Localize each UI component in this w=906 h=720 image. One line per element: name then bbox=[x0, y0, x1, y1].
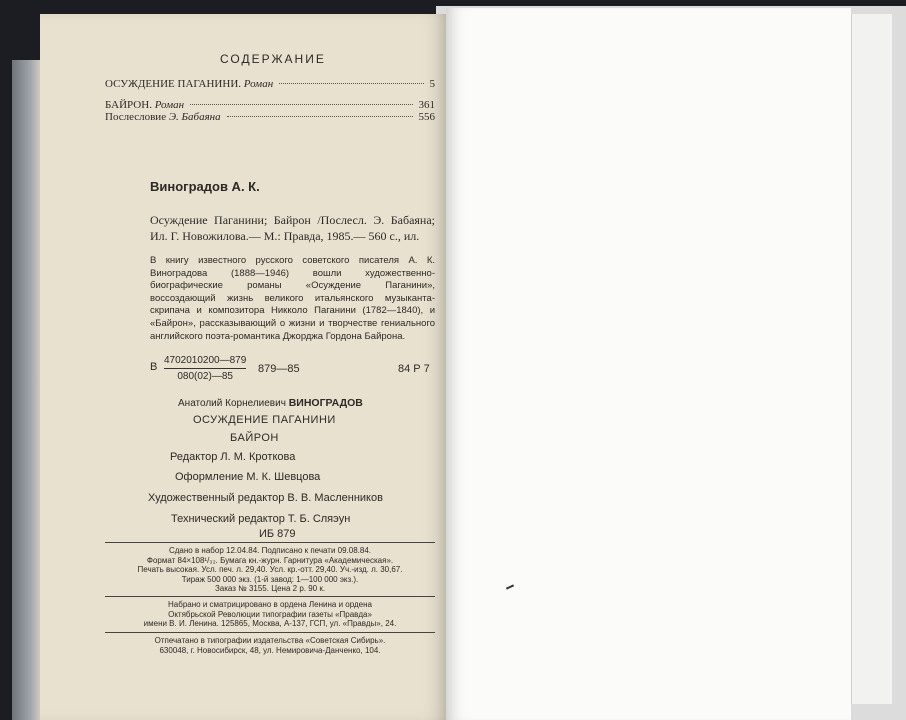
fraction-denominator: 080(02)—85 bbox=[177, 371, 233, 382]
imprint-title-byron: БАЙРОН bbox=[230, 432, 279, 444]
toc-page-number: 5 bbox=[429, 78, 435, 90]
divider-line bbox=[105, 542, 435, 543]
catalog-abstract: В книгу известного русского советского писателя А. К. Виноградова (1888—1946) вошли художественно-биографические романы «Осуждение Паганини», воссоздающий жизнь великого итальянского музыканта-скрипача и композитора Никколо Паганини (1782—1840), и «Байрон», рассказывающий о жизни и творчестве гениального английского поэта-романтика Джорджа Гордона Байрона. bbox=[150, 255, 435, 342]
fraction-line bbox=[164, 368, 246, 369]
print-details bbox=[105, 546, 435, 594]
divider-line bbox=[105, 596, 435, 597]
toc-leader bbox=[227, 116, 413, 117]
toc-item-title: ОСУЖДЕНИЕ ПАГАНИНИ. bbox=[105, 78, 242, 90]
imprint-title-paganini: ОСУЖДЕНИЕ ПАГАНИНИ bbox=[193, 414, 336, 426]
toc-item-title: Послесловие bbox=[105, 111, 167, 123]
ib-number: ИБ 879 bbox=[259, 528, 296, 540]
toc-page-number: 556 bbox=[418, 111, 435, 123]
divider-line bbox=[105, 632, 435, 633]
print-line: Формат 84×108¹/₃₂. Бумага кн.-журн. Гарнитура «Академическая». bbox=[146, 555, 394, 565]
book-edge-left bbox=[12, 60, 42, 720]
printer-line: Отпечатано в типографии издательства «Советская Сибирь». bbox=[154, 636, 386, 645]
author-family-name: ВИНОГРАДОВ bbox=[288, 397, 363, 409]
toc-item-subtitle: Роман bbox=[154, 99, 185, 111]
print-line: Печать высокая. Усл. печ. л. 29,40. Усл. кр.-отт. 29,40. Уч.-изд. л. 30,67. bbox=[137, 565, 403, 575]
publisher-line: Октябрьской Революции типографии газеты «Правда» bbox=[168, 609, 372, 619]
credit-art-editor: Художественный редактор В. В. Масленников bbox=[148, 492, 383, 504]
printer-details bbox=[105, 636, 435, 655]
toc-item-title: БАЙРОН. bbox=[105, 99, 152, 111]
print-line: Заказ № 3155. Цена 2 р. 90 к. bbox=[214, 584, 326, 594]
toc-title: СОДЕРЖАНИЕ bbox=[220, 52, 326, 66]
toc-item-byron bbox=[105, 99, 435, 111]
catalog-fraction bbox=[164, 355, 246, 382]
toc-item-subtitle: Роман bbox=[243, 78, 274, 90]
credit-tech-editor: Технический редактор Т. Б. Сляэун bbox=[171, 513, 351, 525]
catalog-author: Виноградов А. К. bbox=[150, 179, 260, 194]
imprint-author bbox=[178, 397, 363, 409]
credit-design: Оформление М. К. Шевцова bbox=[175, 471, 321, 483]
book-edge-right bbox=[851, 14, 892, 704]
toc-item-afterword bbox=[105, 111, 435, 123]
toc-item-subtitle: Э. Бабаяна bbox=[168, 111, 221, 123]
print-line: Сдано в набор 12.04.84. Подписано к печати 09.08.84. bbox=[168, 546, 372, 555]
author-given-names: Анатолий Корнелиевич bbox=[178, 398, 286, 409]
publisher-line: Набрано и сматрицировано в ордена Ленина и ордена bbox=[168, 600, 372, 609]
printer-line: 630048, г. Новосибирск, 48, ул. Немировича-Данченко, 104. bbox=[159, 645, 381, 655]
catalog-class-code: 84 Р 7 bbox=[398, 363, 430, 375]
toc-leader bbox=[279, 83, 423, 84]
credit-editor: Редактор Л. М. Кроткова bbox=[170, 451, 296, 463]
toc-page-number: 361 bbox=[418, 99, 435, 111]
right-page-blank bbox=[446, 8, 851, 720]
publisher-line: имени В. И. Ленина. 125865, Москва, А-137, ГСП, ул. «Правды», 24. bbox=[143, 619, 397, 629]
toc-leader bbox=[190, 104, 412, 105]
toc-item-paganini bbox=[105, 78, 435, 90]
publisher-details bbox=[105, 600, 435, 629]
catalog-bibliographic: Осуждение Паганини; Байрон /Послесл. Э. Бабаяна; Ил. Г. Новожилова.— М.: Правда, 1985.— 560 с., ил. bbox=[150, 213, 435, 243]
fraction-numerator: 4702010200—879 bbox=[164, 355, 247, 366]
index-letter: В bbox=[150, 361, 158, 373]
catalog-mid-code: 879—85 bbox=[258, 363, 300, 375]
print-line: Тираж 500 000 экз. (1-й завод: 1—100 000 экз.). bbox=[181, 574, 359, 584]
